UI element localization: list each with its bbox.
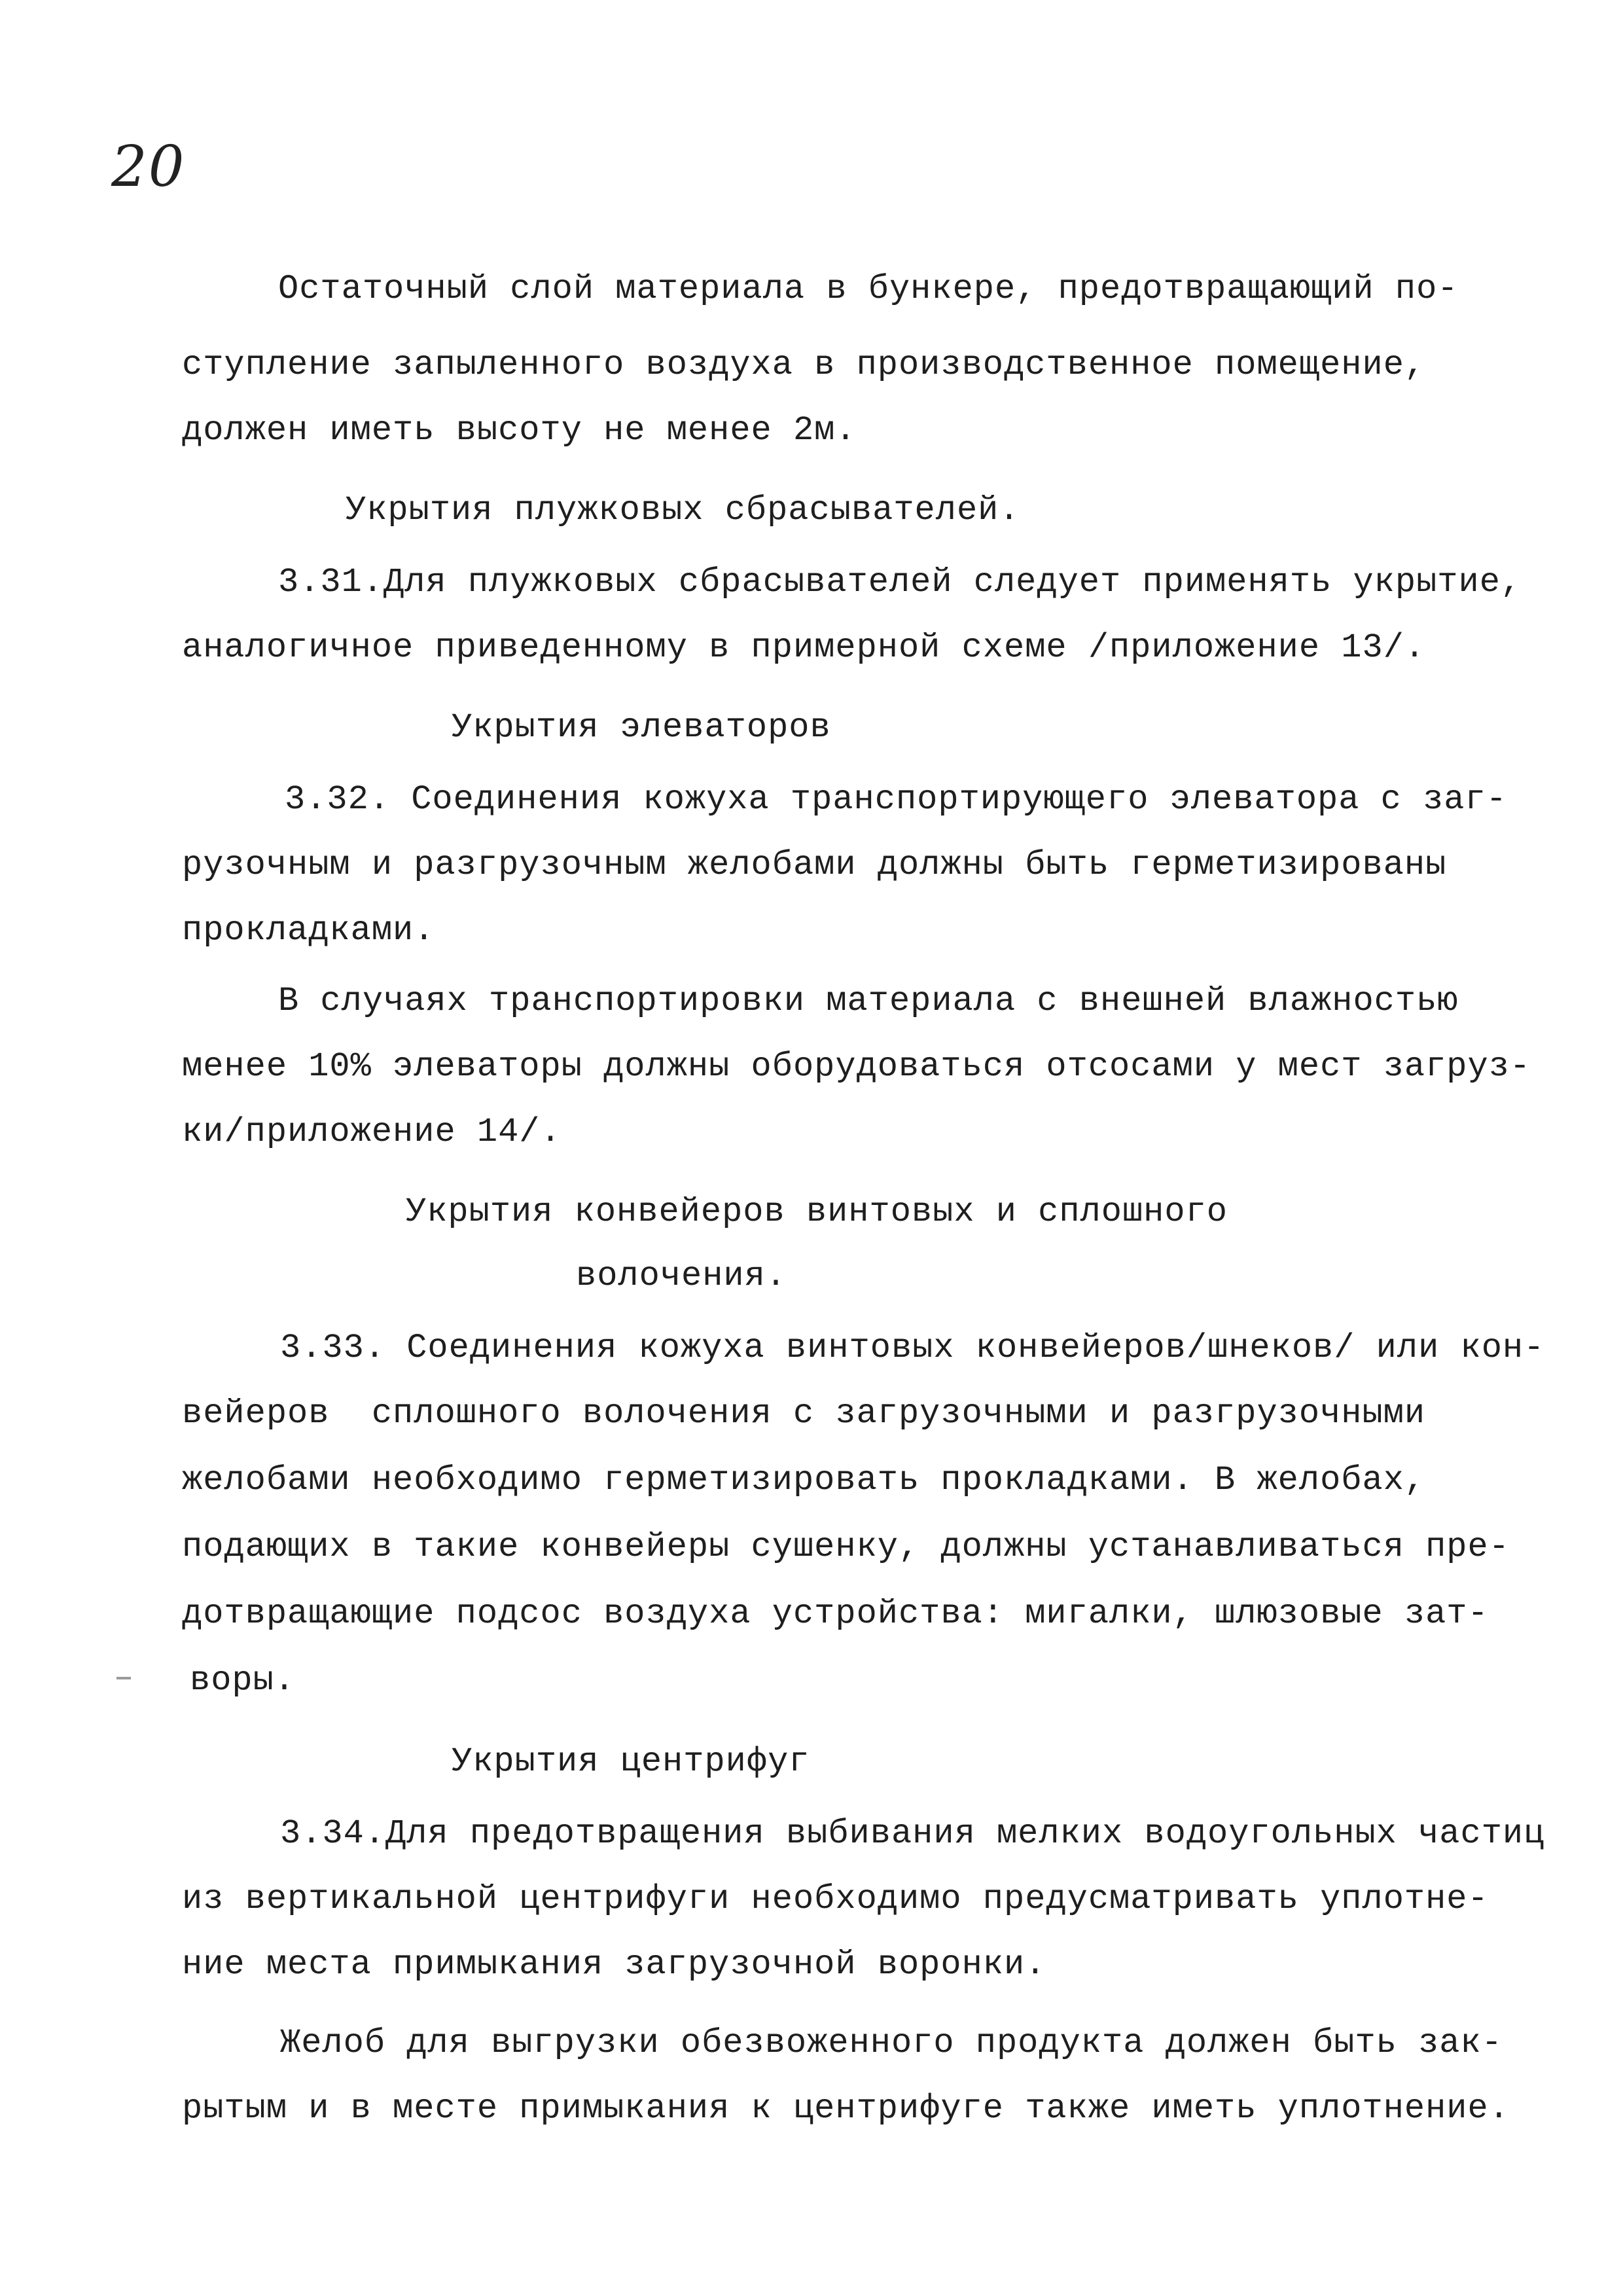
- text-line: аналогичное приведенному в примерной схеме /приложение 13/.: [182, 628, 1426, 667]
- page-number: 20: [111, 134, 186, 200]
- section-heading-plow-dischargers: Укрытия плужковых сбрасывателей.: [346, 491, 1020, 529]
- text-line: 3.31.Для плужковых сбрасывателей следует применять укрытие,: [278, 563, 1522, 601]
- text-line: из вертикальной центрифуги необходимо предусматривать уплотне-: [182, 1880, 1489, 1918]
- text-line: 3.34.Для предотвращения выбивания мелких водоугольных частиц: [280, 1814, 1545, 1853]
- scan-speck: [116, 1677, 131, 1679]
- section-heading-conveyors: Укрытия конвейеров винтовых и сплошного: [406, 1193, 1228, 1231]
- text-line: желобами необходимо герметизировать прокладками. В желобах,: [182, 1461, 1426, 1499]
- text-line: рытым и в месте примыкания к центрифуге также иметь уплотнение.: [182, 2089, 1510, 2128]
- text-line: прокладками.: [182, 911, 435, 950]
- section-heading-centrifuges: Укрытия центрифуг: [452, 1742, 810, 1781]
- text-line: должен иметь высоту не менее 2м.: [182, 411, 857, 450]
- text-line: ступление запыленного воздуха в производственное помещение,: [182, 346, 1426, 384]
- section-heading-conveyors-cont: волочения.: [576, 1257, 787, 1295]
- text-line: В случаях транспортировки материала с внешней влажностью: [278, 982, 1459, 1020]
- text-line: вейеров сплошного волочения с загрузочными и разгрузочными: [182, 1394, 1426, 1433]
- text-line: 3.32. Соединения кожуха транспортирующего элеватора с заг-: [285, 780, 1507, 819]
- text-line: подающих в такие конвейеры сушенку, должны устанавливаться пре-: [182, 1528, 1510, 1566]
- section-heading-elevators: Укрытия элеваторов: [452, 708, 831, 747]
- text-line: рузочным и разгрузочным желобами должны быть герметизированы: [182, 846, 1447, 884]
- text-line: дотвращающие подсос воздуха устройства: мигалки, шлюзовые зат-: [182, 1594, 1489, 1633]
- text-line: ки/приложение 14/.: [182, 1113, 562, 1151]
- text-line: менее 10% элеваторы должны оборудоваться отсосами у мест загруз-: [182, 1047, 1531, 1086]
- text-line: ние места примыкания загрузочной воронки.: [182, 1945, 1046, 1984]
- text-line: воры.: [190, 1661, 296, 1700]
- text-line: 3.33. Соединения кожуха винтовых конвейеров/шнеков/ или кон-: [280, 1329, 1545, 1367]
- text-line: Желоб для выгрузки обезвоженного продукта должен быть зак-: [280, 2024, 1503, 2062]
- text-line: Остаточный слой материала в бункере, предотвращающий по-: [278, 270, 1459, 308]
